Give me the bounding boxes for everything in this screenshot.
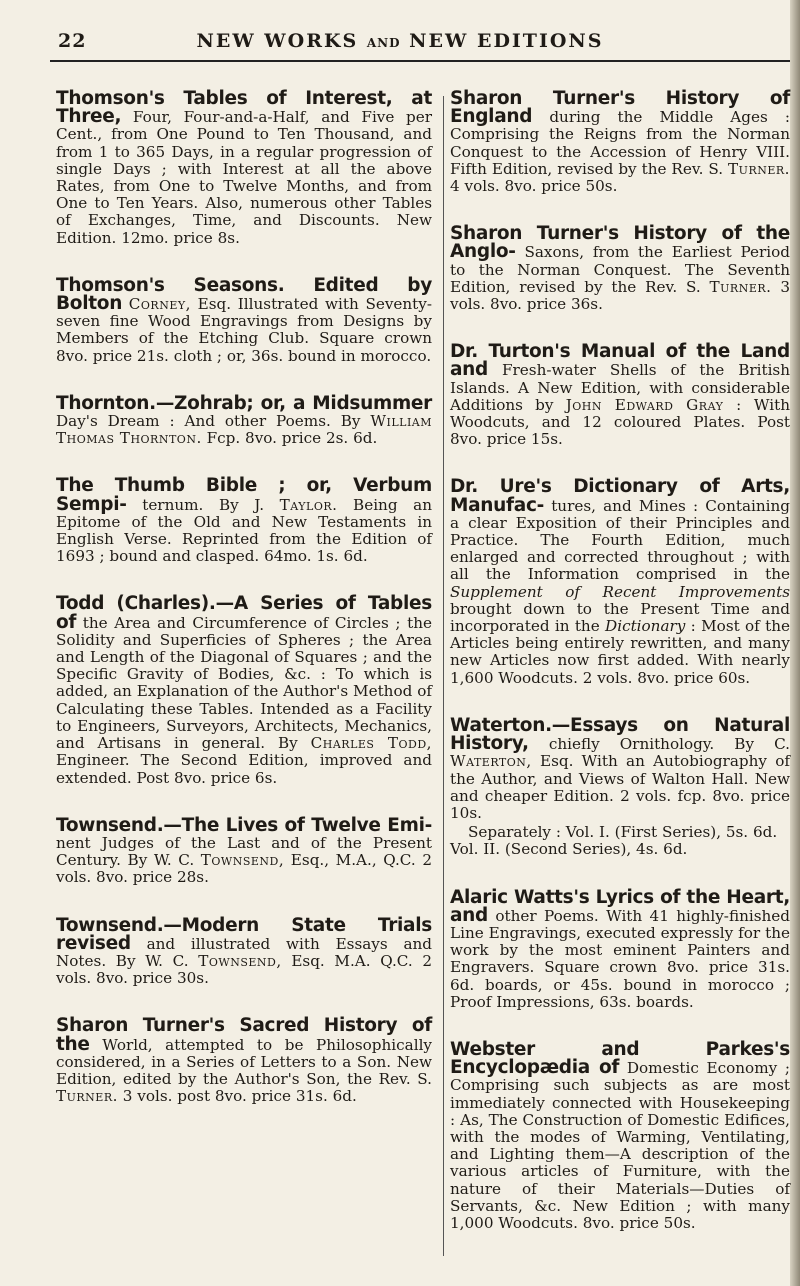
catalogue-entry — [56, 90, 432, 247]
entry-title: Thomson's Tables of Interest, at Three, — [56, 88, 432, 128]
entry-author: John Edward Gray : — [565, 395, 742, 414]
entry-text-before: and illustrated with Essays and Notes. By W. C. — [56, 934, 433, 970]
entry-text: other Poems. With 41 highly-finished Line Engravings, executed expressly for the work by the most eminent Painters and Engravers. Square crown 8vo. price 31s. 6d. boards, or 45s. bound in morocco ; Proof Impressions, 63s. boards. — [450, 906, 790, 1011]
entry-text-before: World, attempted to be Philosophically considered, in a Series of Letters to a Son. New Edition, edited by the Author's Son, the Rev. S. — [56, 1035, 433, 1088]
running-title-part1: NEW WORKS — [196, 30, 359, 52]
entry-author: Turner. — [709, 277, 772, 296]
entry-title: Townsend.—Modern State Trials revised — [56, 914, 432, 954]
entry-text: 3 vols. post 8vo. price 31s. 6d. — [117, 1087, 357, 1106]
entry-italic-text: Supplement of Recent Improvements — [450, 582, 790, 601]
page-edge-shadow — [790, 0, 800, 1286]
entry-text: 3 vols. 8vo. price 36s. — [450, 277, 790, 314]
entry-title: Dr. Turton's Manual of the Land and — [450, 341, 790, 381]
entry-text: With Woodcuts, and 12 coloured Plates. Post 8vo. price 15s. — [450, 395, 790, 449]
entry-title: Thomson's Seasons. Edited by Bolton — [56, 274, 432, 315]
running-title-amp: AND — [366, 36, 401, 50]
entry-title: Waterton.—Essays on Natural History, — [450, 714, 790, 755]
entry-author: Charles Todd, — [310, 734, 432, 753]
entry-title: Sharon Turner's Sacred History of the — [56, 1015, 432, 1055]
entry-text: 4 vols. 8vo. price 50s. — [450, 177, 618, 196]
catalogue-entry — [450, 225, 790, 313]
left-column — [56, 90, 432, 1135]
entry-author: William Thomas Thornton. — [56, 412, 432, 448]
catalogue-entry — [450, 886, 790, 1011]
entry-title: Webster and Parkes's Encyclopædia of — [450, 1038, 790, 1079]
entry-author: Turner. — [56, 1087, 118, 1106]
running-head — [0, 30, 800, 52]
column-divider — [443, 96, 444, 1256]
entry-text: Being an Epitome of the Old and New Testaments in English Verse. Reprinted from the Edition of 1693 ; bound and clasped. 64mo. 1s. 6d. — [56, 495, 432, 566]
right-column — [450, 90, 790, 1262]
entry-text-before: tures, and Mines : Containing a clear Exposition of their Principles and Practice. The Fourth Edition, much enlarged and corrected throughout ; with all the Information comprised in the — [450, 496, 791, 584]
catalogue-entry — [450, 714, 790, 859]
entry-text: Esq. With an Autobiography of the Author, and Views of Walton Hall. New and cheaper Edition. 2 vols. fcp. 8vo. price 10s. — [450, 752, 790, 822]
entry-author: Corney, — [128, 295, 191, 314]
catalogue-entry — [56, 914, 433, 988]
entry-title: Dr. Ure's Dictionary of Arts, Manufac- — [450, 476, 790, 516]
catalogue-entry — [56, 595, 432, 786]
entry-title: Sharon Turner's History of the Anglo- — [450, 223, 790, 263]
catalogue-entry — [56, 1017, 432, 1105]
entry-text: Domestic Economy ; Comprising such subjects as are most immediately connected with Housekeeping : As, The Construction of Domestic Edifices, with the modes of Warming, Ventilating, and Lighting them—A description of the various articles of Furniture, with the nature of their Materials—Duties of Servants, &c. New Edition ; with many 1,000 Woodcuts. 8vo. price 50s. — [450, 1059, 791, 1232]
entry-text: Esq. M.A. Q.C. 2 vols. 8vo. price 30s. — [56, 951, 432, 988]
catalogue-entry — [56, 814, 432, 887]
entry-text: : Most of the Articles being entirely rewritten, and many new Articles now first added. With nearly 1,600 Woodcuts. 2 vols. 8vo. price 60s. — [450, 617, 790, 687]
entry-author: Townsend, — [198, 951, 282, 970]
entry-text: Esq., M.A., Q.C. 2 vols. 8vo. price 28s. — [56, 851, 432, 887]
running-title-part2: NEW EDITIONS — [409, 30, 604, 52]
entry-author: Turner. — [728, 159, 790, 178]
entry-text-before: during the Middle Ages : Comprising the Reigns from the Norman Conquest to the Accession of Henry VIII. Fifth Edition, revised by the Rev. S. — [450, 108, 790, 178]
entry-text: Esq. Illustrated with Seventy-seven fine Wood Engravings from Designs by Members of the Etching Club. Square crown 8vo. price 21s. cloth ; or, 36s. bound in morocco. — [56, 295, 433, 365]
entry-text-before: chiefly Ornithology. By C. — [548, 735, 790, 754]
catalogue-entry — [450, 90, 790, 195]
catalogue-entry — [56, 477, 432, 565]
entry-author: Waterton, — [450, 752, 532, 771]
entry-title: Todd (Charles).—A Series of Tables of — [56, 593, 432, 633]
entry-author: Taylor. — [279, 495, 338, 514]
entry-text-before: Saxons, from the Earliest Period to the Norman Conquest. The Seventh Edition, revised by the Rev. S. — [450, 243, 790, 296]
entry-subline: Vol. II. (Second Series), 4s. 6d. — [450, 840, 688, 859]
entry-italic-text: Dictionary — [605, 617, 686, 636]
catalogue-entry — [450, 1038, 791, 1232]
entry-author: Townsend, — [200, 851, 285, 870]
entry-text-before: the Area and Circumference of Circles ; the Solidity and Superficies of Spheres ; the Area and Length of the Diagonal of Squares ; and the Specific Gravity of Bodies, &c. : To which is added, an Explanation of the Author's Method of Calculating these Tables. Intended as a Facility to Engineers, Surveyors, Architects, Mechanics, and Artisans in general. By — [56, 613, 432, 753]
entry-title: The Thumb Bible ; or, Verbum Sempi- — [56, 475, 432, 515]
page-number: 22 — [58, 30, 87, 52]
entry-title: Townsend.—The Lives of Twelve Emi- — [56, 814, 432, 836]
entry-title: Alaric Watts's Lyrics of the Heart, and — [450, 886, 790, 926]
entry-subline: Separately : Vol. I. (First Series), 5s. 6d. — [468, 823, 778, 842]
entry-text: Engineer. The Second Edition, improved and extended. Post 8vo. price 6s. — [56, 751, 432, 787]
catalogue-entry — [450, 478, 790, 686]
entry-title: Thornton.—Zohrab; or, a Midsummer — [56, 392, 432, 414]
entry-title: Sharon Turner's History of England — [450, 88, 790, 128]
entry-text-before: Fresh-water Shells of the British Islands. A New Edition, with considerable Additions by — [450, 361, 791, 414]
header-rule — [50, 60, 798, 62]
catalogue-entry — [56, 274, 433, 365]
entry-text-before: nent Judges of the Last and of the Present Century. By W. C. — [56, 833, 432, 870]
catalogue-entry — [450, 343, 790, 448]
catalogue-entry — [56, 392, 432, 448]
entry-text-before: ternum. By J. — [142, 495, 280, 514]
entry-text: Fcp. 8vo. price 2s. 6d. — [201, 429, 378, 448]
entry-text-mid: brought down to the Present Time and incorporated in the — [450, 599, 790, 636]
entry-text-before: Day's Dream : And other Poems. By — [56, 412, 371, 431]
entry-text: Four, Four-and-a-Half, and Five per Cent., from One Pound to Ten Thousand, and from 1 to 365 Days, in a regular progression of single Days ; with Interest at all the above Rates, from One to Twelve Months, and from One to Ten Years. Also, numerous other Tables of Exchanges, Time, and Discounts. New Edition. 12mo. price 8s. — [56, 108, 432, 247]
